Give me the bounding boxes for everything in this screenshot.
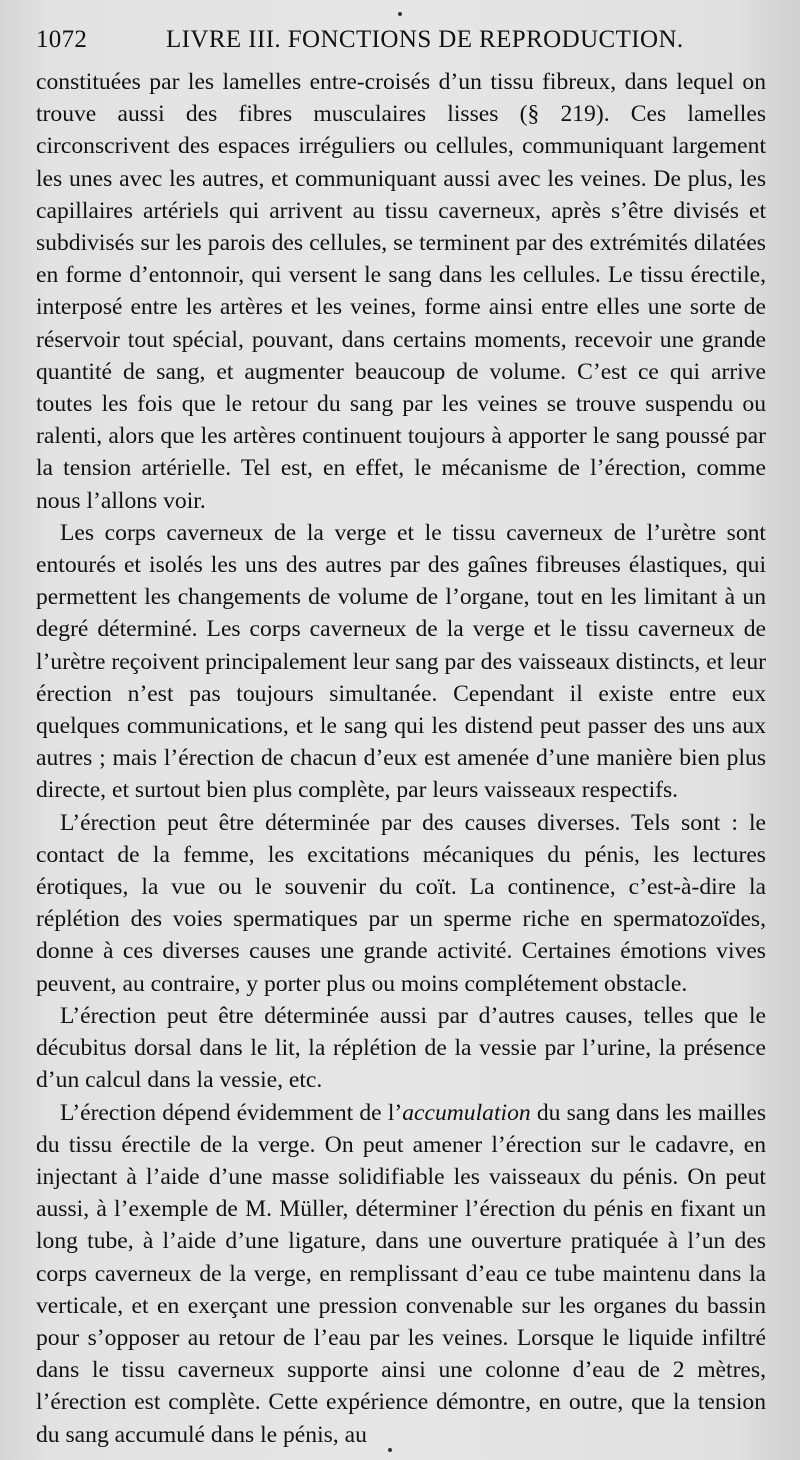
paragraph: L’érection peut être déterminée aussi par d’autres causes, telles que le décubitus dorsal dans le lit, la réplétion de la vessie par l’urine, la présence d’un calcul dans la vessie, etc.: [36, 1002, 766, 1094]
emphasized-term: accumulation: [402, 1099, 531, 1126]
running-head: LIVRE III. FONCTIONS DE REPRODUCTION.: [166, 26, 684, 53]
paragraph: constituées par les lamelles entre-croisés d’un tissu fibreux, dans lequel on trouve aussi des fibres musculaires lisses (§ 219). Ces lamelles circonscrivent des espaces irréguliers ou cellules, communiquant largement les unes avec les autres, et communiquant aussi avec les veines. De plus, les capillaires artériels qui arrivent au tissu caverneux, après s’être divisés et subdivisés sur les parois des cellules, se terminent par des extrémités dilatées en forme d’entonnoir, qui versent le sang dans les cellules. Le tissu érectile, interposé entre les artères et les veines, forme ainsi entre elles une sorte de réservoir tout spécial, pouvant, dans certains moments, recevoir une grande quantité de sang, et augmenter beaucoup de volume. C’est ce qui arrive toutes les fois que le retour du sang par les veines se trouve suspendu ou ralenti, alors que les artères continuent toujours à apporter le sang poussé par la tension artérielle. Tel est, en effet, le mécanisme de l’érection, comme nous l’allons voir.: [36, 69, 766, 514]
paragraph-text: L’érection dépend évidemment de l’: [60, 1099, 403, 1126]
paragraph: Les corps caverneux de la verge et le tissu caverneux de l’urètre sont entourés et isolés les uns des autres par des gaînes fibreuses élastiques, qui permettent les changements de volume de l’organe, tout en les limitant à un degré déterminé. Les corps caverneux de la verge et le tissu caverneux de l’urètre reçoivent principalement leur sang par des vaisseaux distincts, et leur érection n’est pas toujours simultanée. Cependant il existe entre eux quelques communications, et le sang qui les distend peut passer des uns aux autres ; mais l’érection de chacun d’eux est amenée d’une manière bien plus directe, et surtout bien plus complète, par leurs vaisseaux respectifs.: [36, 519, 766, 804]
page-number: 1072: [36, 26, 88, 53]
paragraph-text: du sang dans les mailles du tissu érectile de la verge. On peut amener l’érection sur le cadavre, en injectant à l’aide d’une masse solidifiable les vaisseaux du pénis. On peut aussi, à l’exemple de M. Müller, déterminer l’érection du pénis en fixant un long tube, à l’aide d’une ligature, dans une ouverture pratiquée à l’un des corps caverneux de la verge, en remplissant d’eau ce tube maintenu dans la verticale, et en exerçant une pression convenable sur les organes du bassin pour s’opposer au retour de l’eau par les veines. Lorsque le liquide infiltré dans le tissu caverneux supporte ainsi une colonne d’eau de 2 mètres, l’érection est complète. Cette expérience démontre, en outre, que la tension du sang accumulé dans le pénis, au: [36, 1099, 767, 1448]
print-speck: [398, 12, 402, 16]
body-text: [36, 66, 766, 1451]
page-header: [36, 26, 766, 66]
paragraph: [36, 1097, 766, 1451]
paragraph: L’érection peut être déterminée par des causes diverses. Tels sont : le contact de la femme, les excitations mécaniques du pénis, les lectures érotiques, la vue ou le souvenir du coït. La continence, c’est-à-dire la réplétion des voies spermatiques par un sperme riche en spermatozoïdes, donne à ces diverses causes une grande activité. Certaines émotions vives peuvent, au contraire, y porter plus ou moins complétement obstacle.: [36, 809, 766, 997]
print-speck: [388, 1448, 392, 1452]
